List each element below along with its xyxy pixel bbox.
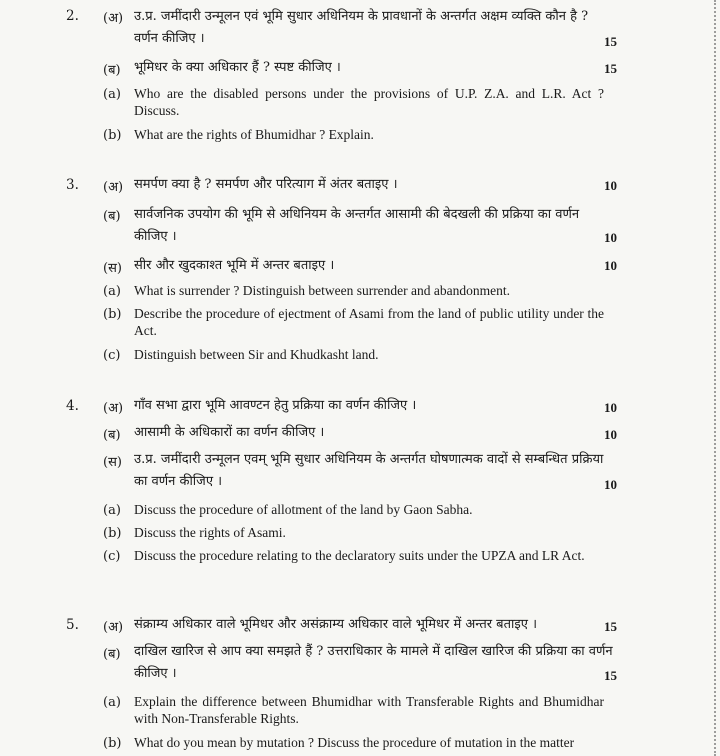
- part-text-hindi: समर्पण क्या है ? समर्पण और परित्याग में अंतर बताइए ।: [134, 177, 398, 192]
- part-label: (ब): [103, 63, 121, 78]
- marks: 15: [604, 619, 617, 634]
- part-text-english: What do you mean by mutation ? Discuss the procedure of mutation in the matter: [134, 735, 575, 750]
- part-text-english: Distinguish between Sir and Khudkasht land.: [134, 347, 379, 362]
- part-label: (ब): [103, 428, 121, 443]
- part-label: (अ): [103, 401, 124, 416]
- part-text-hindi: संक्राम्य अधिकार वाले भूमिधर और असंक्राम्य अधिकार वाले भूमिधर में अन्तर बताइए ।: [134, 617, 538, 632]
- part-label: (a): [103, 87, 121, 102]
- marks: 15: [604, 34, 617, 49]
- part-text-hindi: उ.प्र. जमींदारी उन्मूलन एवम् भूमि सुधार अधिनियम के अन्तर्गत घोषणात्मक वादों से सम्बन्धित प्रक्रिया का वर्णन कीजिए ।: [134, 452, 604, 489]
- part-text-hindi: दाखिल खारिज से आप क्या समझते हैं ? उत्तराधिकार के मामले में दाखिल खारिज की प्रक्रिया का वर्णन कीजिए ।: [134, 644, 613, 681]
- part-text-hindi: सीर और खुदकाश्त भूमि में अन्तर बताइए ।: [134, 258, 335, 273]
- part-label: (अ): [103, 11, 124, 26]
- marks: 15: [604, 61, 617, 76]
- marks: 10: [604, 477, 617, 492]
- part-label: (ब): [103, 209, 121, 224]
- part-text-english: Discuss the procedure of allotment of the land by Gaon Sabha.: [134, 502, 473, 517]
- part-label: (b): [103, 128, 122, 143]
- part-text-hindi: गाँव सभा द्वारा भूमि आवण्टन हेतु प्रक्रिया का वर्णन कीजिए ।: [134, 398, 417, 413]
- part-label: (ब): [103, 647, 121, 662]
- part-text-english: What are the rights of Bhumidhar ? Explain.: [134, 127, 374, 142]
- question-number: 5.: [66, 617, 79, 633]
- part-label: (b): [103, 736, 122, 751]
- question-number: 4.: [66, 398, 79, 414]
- part-label: (स): [103, 261, 122, 276]
- marks: 10: [604, 427, 617, 442]
- part-text-hindi: आसामी के अधिकारों का वर्णन कीजिए ।: [134, 425, 325, 440]
- part-label: (a): [103, 695, 121, 710]
- part-text-english: Explain the difference between Bhumidhar with Transferable Rights and Bhumidhar with Non-Transferable Rights.: [134, 694, 604, 726]
- marks: 10: [604, 178, 617, 193]
- marks: 10: [604, 258, 617, 273]
- marks: 10: [604, 230, 617, 245]
- part-label: (b): [103, 307, 122, 322]
- marks: 10: [604, 400, 617, 415]
- part-label: (b): [103, 526, 122, 541]
- part-text-english: What is surrender ? Distinguish between surrender and abandonment.: [134, 283, 511, 298]
- part-label: (अ): [103, 620, 124, 635]
- part-label: (c): [103, 348, 121, 363]
- part-label: (स): [103, 455, 122, 470]
- marks: 15: [604, 668, 617, 683]
- part-text-english: Discuss the rights of Asami.: [134, 525, 286, 540]
- part-label: (अ): [103, 180, 124, 195]
- part-text-hindi: सार्वजनिक उपयोग की भूमि से अधिनियम के अन्तर्गत आसामी की बेदखली की प्रक्रिया का वर्णन कीजिए ।: [134, 207, 580, 244]
- part-text-english: Describe the procedure of ejectment of Asami from the land of public utility under the Act.: [134, 306, 604, 338]
- part-label: (c): [103, 549, 121, 564]
- part-text-english: Discuss the procedure relating to the declaratory suits under the UPZA and LR Act.: [134, 548, 585, 563]
- part-label: (a): [103, 284, 121, 299]
- part-text-hindi: उ.प्र. जमींदारी उन्मूलन एवं भूमि सुधार अधिनियम के प्रावधानों के अन्तर्गत अक्षम व्यक्ति कौन है ? वर्णन कीजिए ।: [134, 9, 589, 46]
- question-number: 3.: [66, 177, 79, 193]
- part-label: (a): [103, 503, 121, 518]
- page-edge: [704, 0, 716, 756]
- part-text-english: Who are the disabled persons under the provisions of U.P. Z.A. and L.R. Act ? Discuss.: [134, 86, 604, 118]
- part-text-hindi: भूमिधर के क्या अधिकार हैं ? स्पष्ट कीजिए ।: [134, 60, 341, 75]
- question-number: 2.: [66, 8, 79, 24]
